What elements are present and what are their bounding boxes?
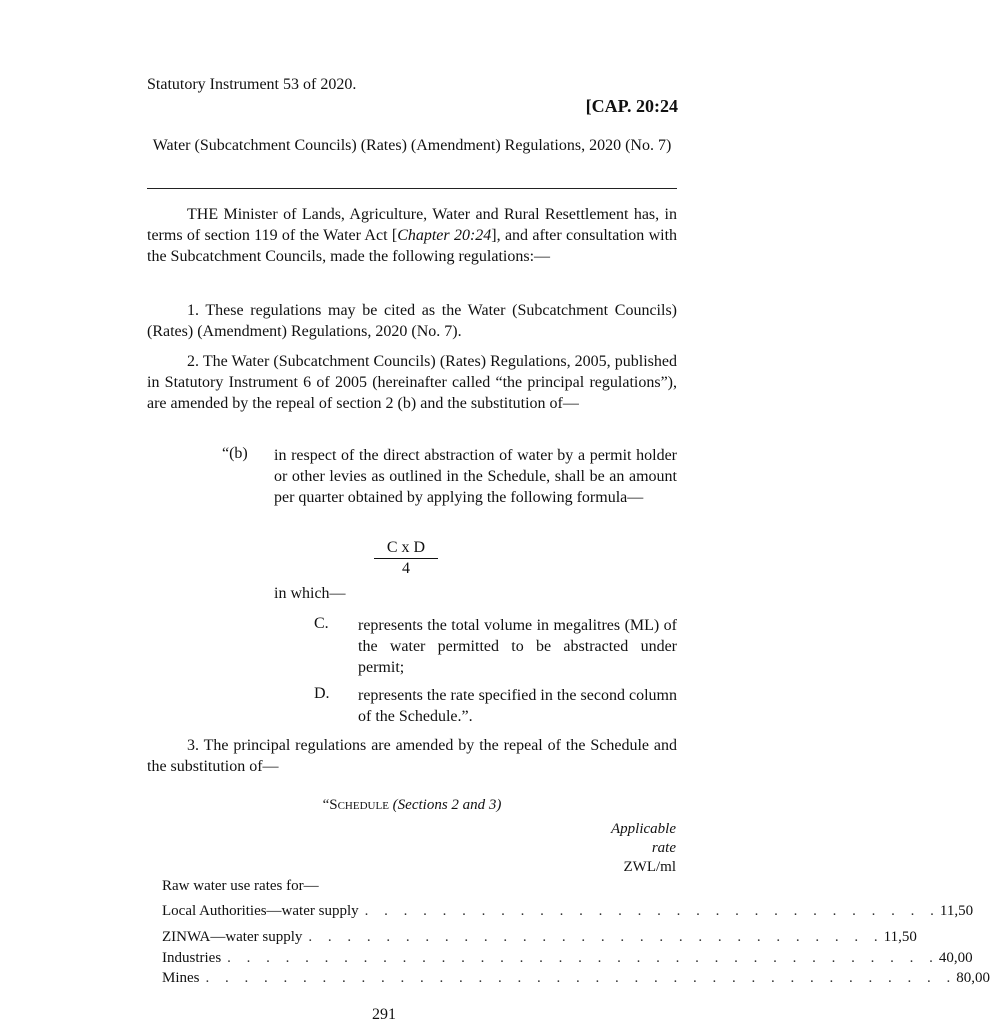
statutory-instrument-number: Statutory Instrument 53 of 2020. <box>147 76 357 93</box>
schedule-row-label: Mines <box>162 970 200 986</box>
schedule-title: Schedule <box>329 797 389 813</box>
dot-leader: . . . . . . . . . . . . . . . . . . . . . . . . . . . . . . <box>308 929 884 945</box>
schedule-group-label: Raw water use rates for— <box>162 878 319 894</box>
formula-denominator: 4 <box>402 560 410 577</box>
section-3-paragraph: 3. The principal regulations are amended by the repeal of the Schedule and the substitution of— <box>147 737 677 775</box>
schedule-row-value: 11,50 <box>883 929 917 945</box>
schedule-sections: (Sections 2 and 3) <box>392 797 502 813</box>
schedule-open-quote: “ <box>322 797 330 813</box>
rate-header-rate: rate <box>651 840 676 856</box>
schedule-heading <box>147 797 677 814</box>
schedule-row <box>162 903 974 920</box>
definition-d-text: represents the rate specified in the second column of the Schedule.”. <box>358 687 677 725</box>
schedule-row <box>162 950 973 967</box>
schedule-row <box>162 970 990 987</box>
definition-c-text: represents the total volume in megalitres (ML) of the water permitted to be abstracted under permit; <box>358 617 677 676</box>
rate-formula <box>374 538 438 579</box>
definition-c-label: C. <box>314 615 329 632</box>
chapter-reference: [CAP. 20:24 <box>585 96 678 116</box>
title-divider <box>147 188 677 189</box>
schedule-row-label: ZINWA—water supply <box>162 929 303 945</box>
section-1-paragraph: 1. These regulations may be cited as the Water (Subcatchment Councils) (Rates) (Amendment) Regulations, 2020 (No. 7). <box>147 302 677 340</box>
schedule-row-label: Industries <box>162 950 222 966</box>
schedule-row-value: 11,50 <box>939 903 974 919</box>
section-2-paragraph: 2. The Water (Subcatchment Councils) (Rates) Regulations, 2005, published in Statutory Instrument 6 of 2005 (hereinafter called “the principal regulations”), are amended by the repeal of section 2 (b) and the substitution of— <box>147 353 677 412</box>
regulations-title: Water (Subcatchment Councils) (Rates) (Amendment) Regulations, 2020 (No. 7) <box>152 137 672 154</box>
preamble-start: THE Minister of Lands, Agriculture, Water and Rural Resettlement has, in terms of section 119 of the Water Act [ <box>147 206 677 244</box>
chapter-citation: Chapter 20:24 <box>397 227 492 244</box>
subsection-b-label: “(b) <box>222 445 248 462</box>
schedule-row <box>162 929 917 946</box>
schedule-row-value: 80,00 <box>956 970 990 986</box>
page-number: 291 <box>372 1006 396 1023</box>
rate-header-unit: ZWL/ml <box>623 859 676 875</box>
rate-header-applicable: Applicable <box>611 821 676 837</box>
dot-leader: . . . . . . . . . . . . . . . . . . . . . . . . . . . . . . . . . . . . . <box>227 950 939 966</box>
dot-leader: . . . . . . . . . . . . . . . . . . . . . . . . . . . . . . <box>364 903 940 919</box>
rate-column-header <box>596 820 676 877</box>
in-which-label: in which— <box>274 585 346 602</box>
formula-numerator: C x D <box>374 538 438 559</box>
preamble-end: ], and after consultation with the Subcatchment Councils, made the following regulations:— <box>147 227 678 265</box>
dot-leader: . . . . . . . . . . . . . . . . . . . . . . . . . . . . . . . . . . . . . . . <box>205 970 957 986</box>
definition-d-label: D. <box>314 685 330 702</box>
subsection-b-text: in respect of the direct abstraction of water by a permit holder or other levies as outlined in the Schedule, shall be an amount per quarter obtained by applying the following formula— <box>274 447 677 506</box>
schedule-row-value: 40,00 <box>938 950 973 966</box>
schedule-row-label: Local Authorities—water supply <box>162 903 359 919</box>
preamble-paragraph <box>147 204 677 267</box>
